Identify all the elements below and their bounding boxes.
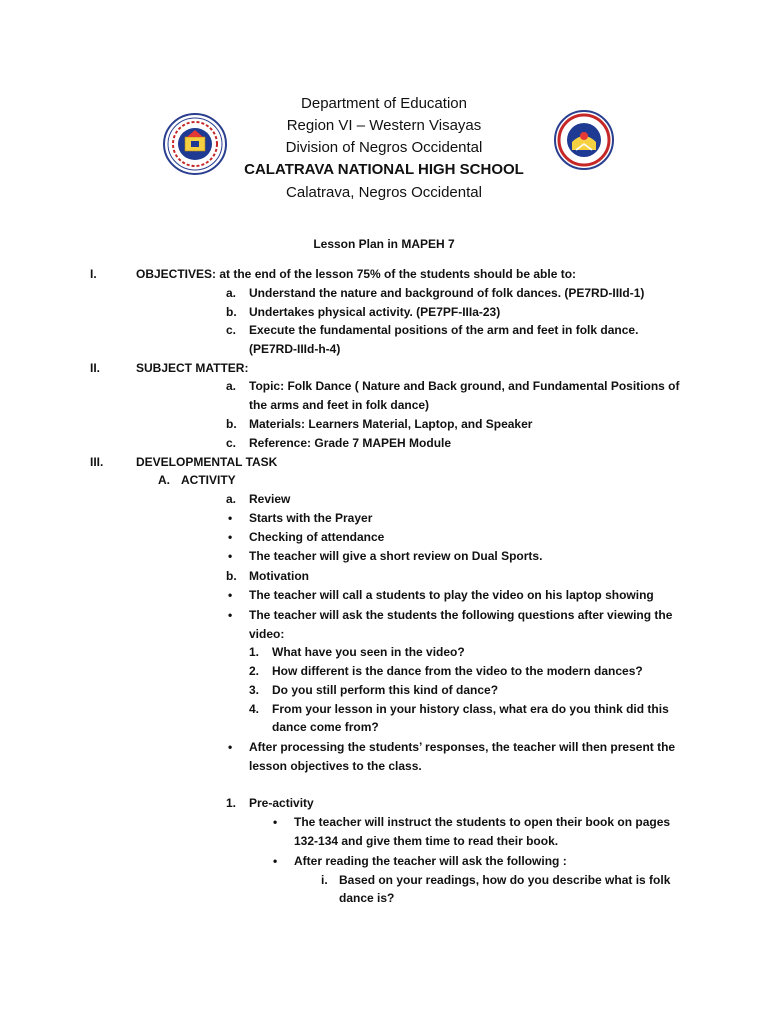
item-marker: b.: [226, 305, 237, 319]
question-item-cont: dance come from?: [272, 720, 379, 734]
pre-activity-question-cont: dance is?: [339, 891, 395, 905]
review-item: Starts with the Prayer: [249, 511, 373, 525]
objectives-label: OBJECTIVES:: [136, 267, 217, 281]
motivation-item: The teacher will call a students to play the video on his laptop showing: [249, 588, 654, 602]
objective-item: Execute the fundamental positions of the arm and feet in folk dance.: [249, 323, 639, 337]
subject-matter-heading: SUBJECT MATTER:: [136, 361, 249, 375]
question-marker: 2.: [249, 664, 260, 678]
pre-activity-item-cont: 132-134 and give them time to read their book.: [294, 834, 559, 848]
bullet-icon: •: [273, 854, 278, 868]
pre-activity-heading: Pre-activity: [249, 796, 314, 810]
developmental-task-heading: DEVELOPMENTAL TASK: [136, 455, 278, 469]
item-marker: c.: [226, 436, 237, 450]
subject-item: Materials: Learners Material, Laptop, and Speaker: [249, 417, 533, 431]
objectives-heading: [136, 266, 576, 282]
subject-item: Reference: Grade 7 MAPEH Module: [249, 436, 452, 450]
item-marker: b.: [226, 417, 237, 431]
objective-item: Undertakes physical activity. (PE7PF-IIIa-23): [249, 305, 501, 319]
motivation-item-cont: video:: [249, 627, 285, 641]
pre-activity-question: Based on your readings, how do you describe what is folk: [339, 873, 671, 887]
activity-heading: ACTIVITY: [181, 473, 236, 487]
section-number: I.: [90, 267, 97, 281]
bullet-icon: •: [228, 549, 233, 563]
question-item: How different is the dance from the video to the modern dances?: [272, 664, 643, 678]
question-item: From your lesson in your history class, what era do you think did this: [272, 702, 669, 716]
review-heading: Review: [249, 492, 291, 506]
motivation-item-cont: lesson objectives to the class.: [249, 759, 422, 773]
item-marker: c.: [226, 323, 237, 337]
pre-activity-item: After reading the teacher will ask the following :: [294, 854, 567, 868]
header-school: CALATRAVA NATIONAL HIGH SCHOOL: [244, 161, 524, 178]
header-department: Department of Education: [301, 95, 467, 112]
item-marker: b.: [226, 569, 237, 583]
objective-item: Understand the nature and background of folk dances. (PE7RD-IIId-1): [249, 286, 645, 300]
item-marker: a.: [226, 379, 237, 393]
motivation-item: After processing the students’ responses, the teacher will then present the: [249, 740, 676, 754]
question-marker: i.: [321, 873, 328, 887]
question-item: Do you still perform this kind of dance?: [272, 683, 499, 697]
header-region: Region VI – Western Visayas: [286, 117, 482, 134]
bullet-icon: •: [228, 530, 233, 544]
objectives-intro: at the end of the lesson 75% of the students should be able to:: [216, 267, 577, 281]
question-marker: 1.: [249, 645, 260, 659]
motivation-heading: Motivation: [249, 569, 309, 583]
bullet-icon: •: [273, 815, 278, 829]
objective-item-cont: (PE7RD-IIId-h-4): [249, 342, 341, 356]
question-marker: 3.: [249, 683, 260, 697]
section-number: II.: [90, 361, 101, 375]
review-item: Checking of attendance: [249, 530, 385, 544]
question-item: What have you seen in the video?: [272, 645, 465, 659]
subject-item-cont: the arms and feet in folk dance): [249, 398, 430, 412]
header-division: Division of Negros Occidental: [285, 139, 483, 156]
header-address: Calatrava, Negros Occidental: [286, 184, 482, 201]
section-number: III.: [90, 455, 104, 469]
document-title: Lesson Plan in MAPEH 7: [313, 237, 455, 251]
review-item: The teacher will give a short review on Dual Sports.: [249, 549, 543, 563]
bullet-icon: •: [228, 608, 233, 622]
bullet-icon: •: [228, 588, 233, 602]
motivation-item: The teacher will ask the students the following questions after viewing the: [249, 608, 673, 622]
item-marker: a.: [226, 286, 237, 300]
bullet-icon: •: [228, 511, 233, 525]
question-marker: 4.: [249, 702, 260, 716]
item-marker: 1.: [226, 796, 237, 810]
subject-item: Topic: Folk Dance ( Nature and Back ground, and Fundamental Positions of: [249, 379, 680, 393]
item-marker: A.: [158, 473, 170, 487]
item-marker: a.: [226, 492, 237, 506]
pre-activity-item: The teacher will instruct the students to open their book on pages: [294, 815, 671, 829]
bullet-icon: •: [228, 740, 233, 754]
